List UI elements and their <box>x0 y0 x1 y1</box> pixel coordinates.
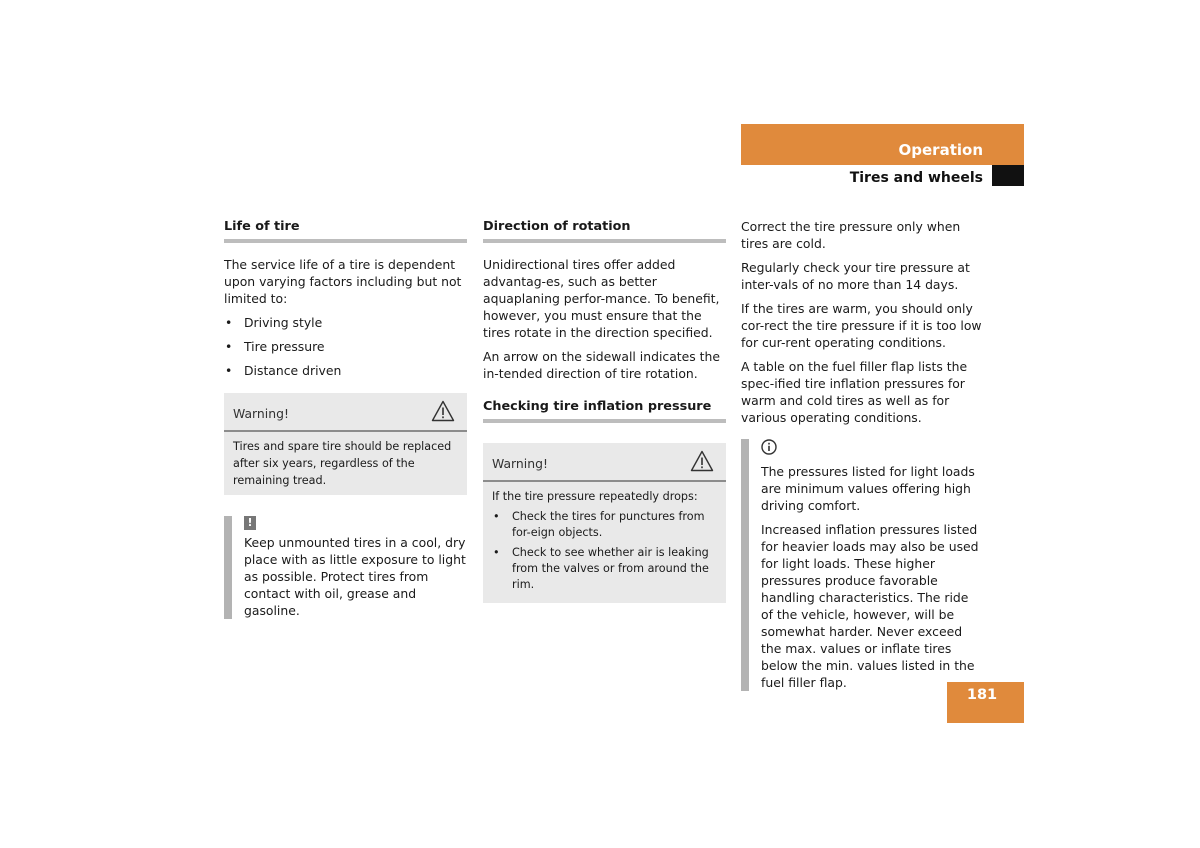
list-item: • Check to see whether air is leaking from the valves or from around the rim. <box>492 545 717 593</box>
list-item: • Check the tires for punctures from for-eign objects. <box>492 509 717 541</box>
warning-triangle-icon <box>431 400 455 422</box>
page-number: 181 <box>966 687 998 703</box>
exclamation-icon: ! <box>244 516 256 530</box>
info-text: Increased inflation pressures listed for heavier loads may also be used for light loads. These higher pressures produce favorable handling characteristics. The ride of the vehicle, however, will be somewhat harder. Never exceed the max. values or inflate tires below the min. values listed in the fuel filler flap. <box>761 522 979 690</box>
warning-list <box>492 509 717 593</box>
heading-checking-pressure: Checking tire inflation pressure <box>483 398 726 423</box>
paragraph: If the tires are warm, you should only cor-rect the tire pressure if it is too low for cur-rent operating conditions. <box>741 301 982 350</box>
paragraph: An arrow on the sidewall indicates the in-tended direction of tire rotation. <box>483 349 721 381</box>
paragraph: Regularly check your tire pressure at inter-vals of no more than 14 days. <box>741 260 970 292</box>
warning-title: Warning! <box>492 456 548 471</box>
list-item: • Distance driven <box>224 362 467 379</box>
note-bar <box>224 516 232 619</box>
column-right <box>741 218 984 691</box>
info-text: The pressures listed for light loads are minimum values offering high driving comfort. <box>761 464 975 513</box>
warning-body: Tires and spare tire should be replaced after six years, regardless of the remaining tread. <box>233 440 452 487</box>
warning-title: Warning! <box>233 406 289 421</box>
paragraph: A table on the fuel filler flap lists the spec-ified tire inflation pressures for warm and cold tires as well as for various operating conditions. <box>741 359 968 425</box>
warning-box <box>483 443 726 603</box>
column-middle <box>483 218 726 603</box>
section-tab-marker <box>992 165 1024 186</box>
warning-header <box>483 443 726 482</box>
note-text: Keep unmounted tires in a cool, dry place with as little exposure to light as possible. Protect tires from contact with oil, grease and gasoline. <box>244 535 466 618</box>
list-item: • Driving style <box>224 314 467 331</box>
warning-body <box>483 482 726 603</box>
paragraph: Unidirectional tires offer added advantag-es, such as better aquaplaning perfor-mance. To benefit, however, you must ensure that the tires rotate in the direction specified. <box>483 257 720 340</box>
info-icon <box>761 439 777 455</box>
heading-life-of-tire: Life of tire <box>224 218 467 243</box>
warning-triangle-icon <box>690 450 714 472</box>
subsection-title: Tires and wheels <box>849 170 983 186</box>
warning-box <box>224 393 467 495</box>
paragraph: Correct the tire pressure only when tires are cold. <box>741 219 961 251</box>
factor-list <box>224 314 467 379</box>
warning-header <box>224 393 467 432</box>
column-left <box>224 218 467 619</box>
info-box <box>741 439 984 691</box>
paragraph: The service life of a tire is dependent upon varying factors including but not limited to: <box>224 257 462 306</box>
list-item: • Tire pressure <box>224 338 467 355</box>
note-box <box>224 516 467 619</box>
heading-direction-of-rotation: Direction of rotation <box>483 218 726 243</box>
note-bar <box>741 439 749 691</box>
section-title: Operation <box>898 141 983 159</box>
warning-intro: If the tire pressure repeatedly drops: <box>492 490 698 503</box>
